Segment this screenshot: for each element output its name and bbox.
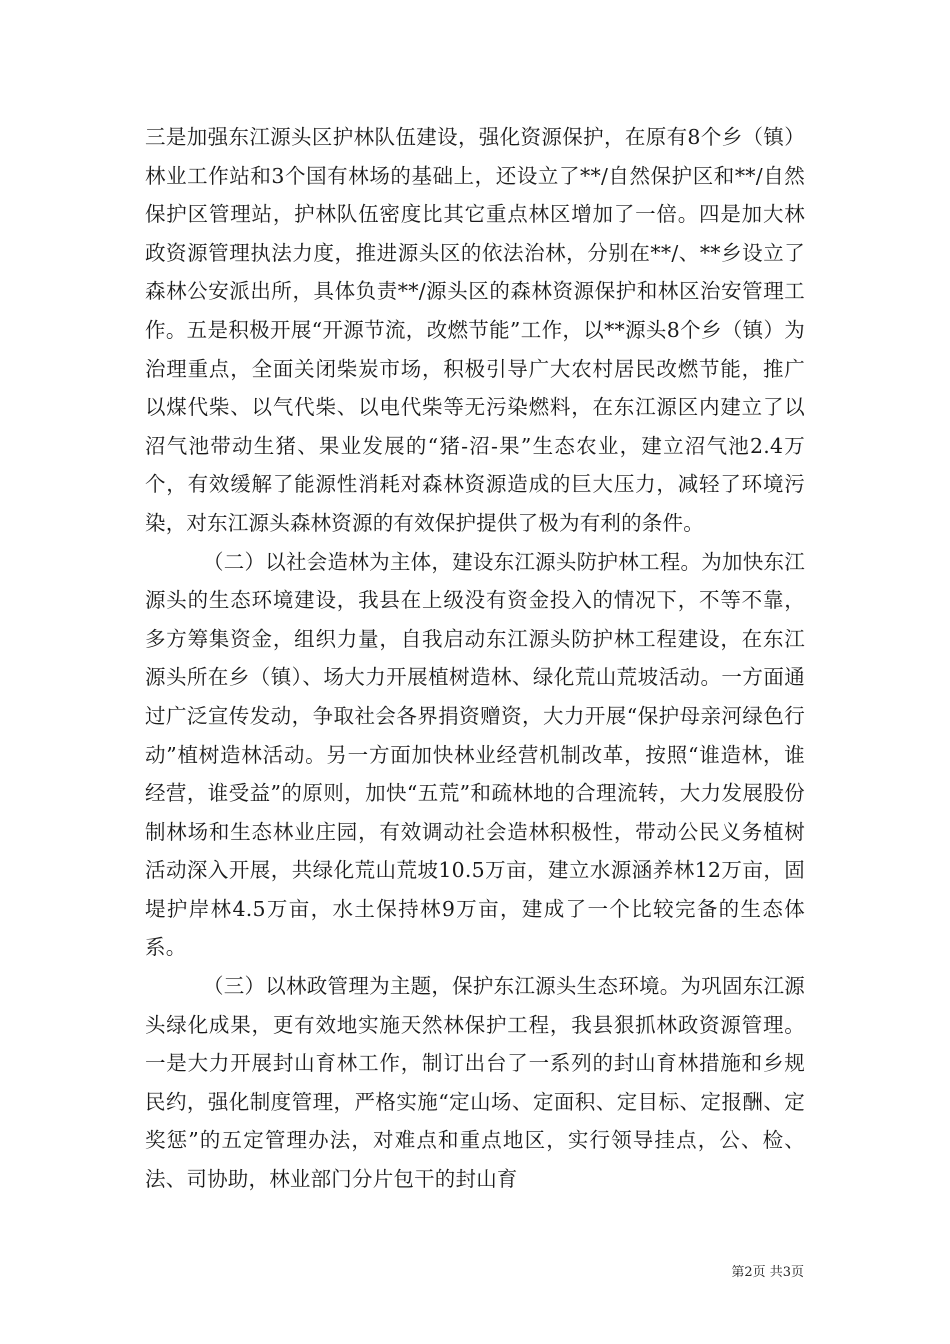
document-body	[145, 118, 805, 1199]
page-number-footer: 第2页 共3页	[731, 1265, 804, 1280]
paragraph-1: 三是加强东江源头区护林队伍建设，强化资源保护，在原有8个乡（镇）林业工作站和3个国有林场的基础上，还设立了**/自然保护区和**/自然保护区管理站，护林队伍密度比其它重点林区增加了一倍。四是加大林政资源管理执法力度，推进源头区的依法治林，分别在**/、**乡设立了森林公安派出所，具体负责**/源头区的森林资源保护和林区治安管理工作。五是积极开展“开源节流，改燃节能”工作，以**源头8个乡（镇）为治理重点，全面关闭柴炭市场，积极引导广大农村居民改燃节能，推广以煤代柴、以气代柴、以电代柴等无污染燃料，在东江源区内建立了以沼气池带动生猪、果业发展的“猪-沼-果”生态农业，建立沼气池2.4万个，有效缓解了能源性消耗对森林资源造成的巨大压力，减轻了环境污染，对东江源头森林资源的有效保护提供了极为有利的条件。	[145, 125, 805, 535]
paragraph-3: （三）以林政管理为主题，保护东江源头生态环境。为巩固东江源头绿化成果，更有效地实施天然林保护工程，我县狠抓林政资源管理。一是大力开展封山育林工作，制订出台了一系列的封山育林措施和乡规民约，强化制度管理，严格实施“定山场、定面积、定目标、定报酬、定奖惩”的五定管理办法，对难点和重点地区，实行领导挂点，公、检、法、司协助，林业部门分片包干的封山育	[145, 974, 805, 1192]
paragraph-2: （二）以社会造林为主体，建设东江源头防护林工程。为加快东江源头的生态环境建设，我县在上级没有资金投入的情况下，不等不靠，多方筹集资金，组织力量，自我启动东江源头防护林工程建设，在东江源头所在乡（镇）、场大力开展植树造林、绿化荒山荒坡活动。一方面通过广泛宣传发动，争取社会各界捐资赠资，大力开展“保护母亲河绿色行动”植树造林活动。另一方面加快林业经营机制改革，按照“谁造林，谁经营，谁受益”的原则，加快“五荒”和疏林地的合理流转，大力发展股份制林场和生态林业庄园，有效调动社会造林积极性，带动公民义务植树活动深入开展，共绿化荒山荒坡10.5万亩，建立水源涵养林12万亩，固堤护岸林4.5万亩，水土保持林9万亩，建成了一个比较完备的生态体系。	[145, 549, 805, 960]
